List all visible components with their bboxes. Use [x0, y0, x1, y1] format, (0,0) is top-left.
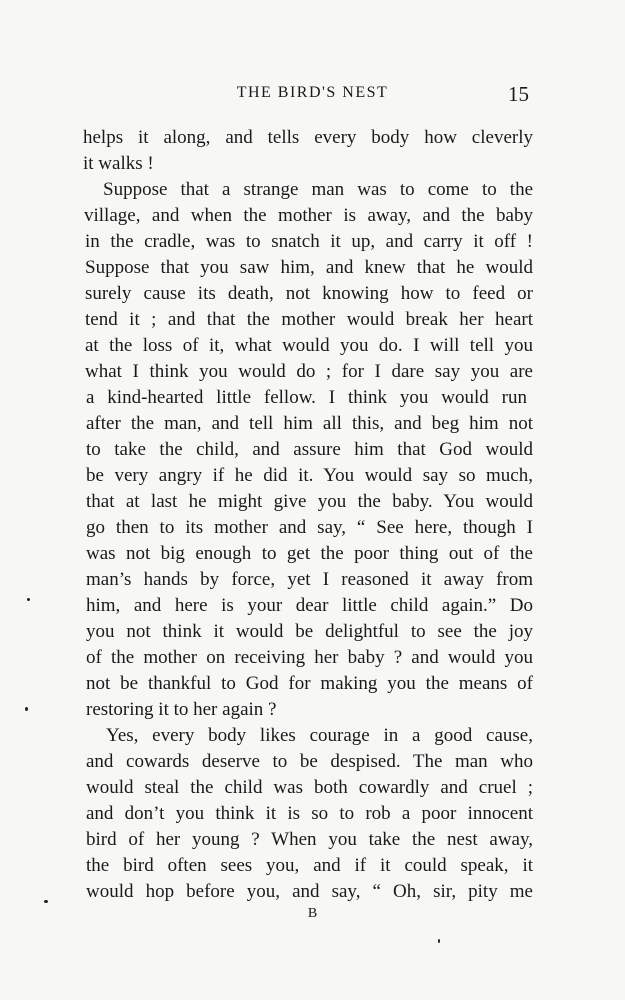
text-line: go then to its mother and say, “ See here, though I — [86, 517, 533, 538]
text-line: and don’t you think it is so to rob a poor innocent — [86, 803, 533, 824]
text-line: tend it ; and that the mother would break her heart — [85, 309, 533, 330]
signature-mark: B — [307, 906, 318, 921]
text-line: was not big enough to get the poor thing out of the — [86, 543, 533, 564]
text-line: you not think it would be delightful to see the joy — [86, 621, 533, 642]
text-line: him, and here is your dear little child again.” Do — [86, 595, 533, 616]
text-line: it walks ! — [83, 153, 154, 174]
text-line: bird of her young ? When you take the nest away, — [86, 829, 533, 850]
text-line: restoring it to her again ? — [86, 699, 277, 720]
text-line: Yes, every body likes courage in a good cause, — [106, 725, 533, 746]
text-line: a kind-hearted little fellow. I think you would run — [86, 387, 527, 408]
ink-speck — [44, 900, 48, 903]
text-line: the bird often sees you, and if it could speak, it — [86, 855, 533, 876]
ink-speck — [27, 598, 30, 601]
text-line: after the man, and tell him all this, and beg him not — [86, 413, 533, 434]
text-line: not be thankful to God for making you the means of — [86, 673, 533, 694]
text-line: surely cause its death, not knowing how to feed or — [85, 283, 533, 304]
text-line: and cowards deserve to be despised. The man who — [86, 751, 533, 772]
text-line: to take the child, and assure him that God would — [86, 439, 533, 460]
text-line: of the mother on receiving her baby ? and would you — [86, 647, 533, 668]
text-line: in the cradle, was to snatch it up, and carry it off ! — [85, 231, 533, 252]
text-line: at the loss of it, what would you do. I will tell you — [85, 335, 533, 356]
text-line: would steal the child was both cowardly and cruel ; — [86, 777, 533, 798]
text-line: be very angry if he did it. You would say so much, — [86, 465, 533, 486]
text-line: that at last he might give you the baby. You would — [86, 491, 533, 512]
ink-speck — [25, 707, 28, 711]
text-line: would hop before you, and say, “ Oh, sir, pity me — [86, 881, 533, 902]
page-number: 15 — [508, 82, 529, 106]
text-line: Suppose that you saw him, and knew that he would — [85, 257, 533, 278]
text-line: village, and when the mother is away, and the baby — [84, 205, 533, 226]
text-line: Suppose that a strange man was to come to the — [103, 179, 533, 200]
text-line: helps it along, and tells every body how cleverly — [83, 127, 533, 148]
running-head-title: THE BIRD'S NEST — [236, 84, 389, 101]
text-line: man’s hands by force, yet I reasoned it away from — [86, 569, 533, 590]
text-line: what I think you would do ; for I dare say you are — [85, 361, 533, 382]
ink-speck — [438, 939, 440, 943]
